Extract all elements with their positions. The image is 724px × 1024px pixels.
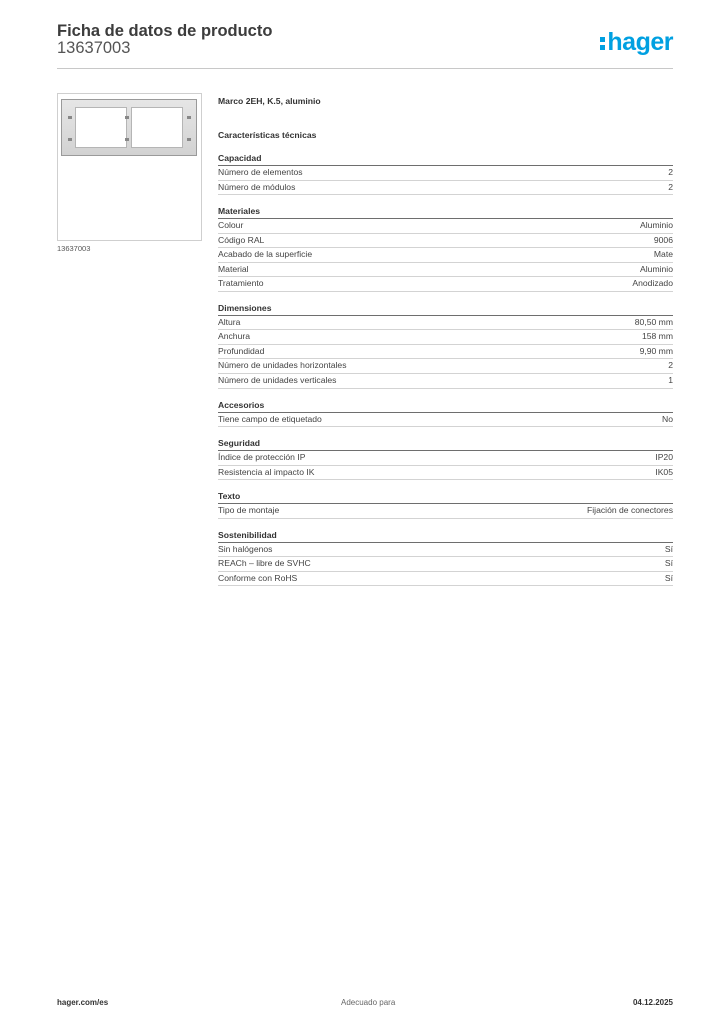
spec-value: No: [662, 413, 673, 424]
screw-mark: [187, 116, 191, 119]
spec-row: [218, 374, 673, 389]
spec-value: 2: [668, 181, 673, 192]
section-title: Materiales: [218, 205, 673, 219]
spec-value: Fijación de conectores: [587, 505, 673, 516]
section-accesorios: [218, 399, 673, 428]
spec-label: Colour: [218, 220, 244, 231]
spec-row: [218, 557, 673, 572]
screw-mark: [125, 116, 129, 119]
section-title: Seguridad: [218, 437, 673, 451]
logo-text: hager: [607, 28, 673, 56]
spec-label: Código RAL: [218, 234, 265, 245]
spec-label: Número de módulos: [218, 181, 296, 192]
spec-content: [218, 95, 673, 586]
spec-label: Número de elementos: [218, 167, 303, 177]
section-sostenibilidad: [218, 529, 673, 587]
spec-value: Sí: [664, 558, 673, 569]
double-frame-picture: [61, 99, 197, 156]
spec-value: 9,90 mm: [639, 345, 673, 356]
spec-value: 2: [668, 167, 673, 177]
screw-mark: [125, 138, 129, 141]
section-capacidad: [218, 152, 673, 195]
spec-value: Sí: [664, 572, 673, 583]
spec-label: REACh – libre de SVHC: [218, 558, 311, 569]
spec-row: [218, 316, 673, 331]
section-texto: [218, 490, 673, 519]
spec-value: 2: [668, 360, 673, 371]
screw-mark: [68, 138, 72, 141]
spec-label: Tratamiento: [218, 278, 264, 289]
spec-row: [218, 166, 673, 181]
spec-label: Anchura: [218, 331, 251, 342]
spec-row: [218, 181, 673, 196]
spec-label: Acabado de la superficie: [218, 249, 313, 260]
section-title: Sostenibilidad: [218, 529, 673, 543]
spec-row: [218, 330, 673, 345]
document-number: 13637003: [57, 39, 131, 57]
spec-value: 158 mm: [641, 331, 673, 342]
spec-row: [218, 248, 673, 263]
section-dimensiones: [218, 302, 673, 389]
header-divider: [57, 68, 673, 69]
spec-value: Anodizado: [632, 278, 673, 289]
frame-opening-left: [75, 107, 127, 148]
spec-label: Conforme con RoHS: [218, 572, 298, 583]
hager-logo: [600, 28, 673, 57]
spec-label: Tipo de montaje: [218, 505, 280, 516]
spec-value: Aluminio: [640, 263, 673, 274]
spec-label: Material: [218, 263, 249, 274]
spec-row: [218, 345, 673, 360]
spec-row: [218, 413, 673, 428]
screw-mark: [68, 116, 72, 119]
footer-date: 04.12.2025: [632, 998, 673, 1007]
spec-label: Altura: [218, 316, 241, 327]
page-footer: [57, 998, 673, 1012]
spec-label: Número de unidades verticales: [218, 375, 337, 386]
footer-center-text: Adecuado para: [341, 998, 396, 1007]
spec-value: Sí: [664, 543, 673, 554]
spec-row: [218, 234, 673, 249]
spec-row: [218, 277, 673, 292]
technical-characteristics-title: Características técnicas: [218, 130, 317, 140]
section-materiales: [218, 205, 673, 292]
spec-value: 80,50 mm: [634, 316, 673, 327]
spec-row: [218, 466, 673, 481]
spec-row: [218, 504, 673, 519]
spec-label: Número de unidades horizontales: [218, 360, 347, 371]
page-header: [57, 20, 673, 70]
spec-row: [218, 543, 673, 558]
spec-label: Profundidad: [218, 345, 265, 356]
section-title: Accesorios: [218, 399, 673, 413]
product-image: [57, 93, 202, 241]
spec-value: Mate: [653, 249, 673, 260]
spec-label: Resistencia al impacto IK: [218, 466, 315, 477]
spec-value: 1: [668, 375, 673, 386]
spec-label: Sin halógenos: [218, 543, 273, 554]
product-name: Marco 2EH, K.5, aluminio: [218, 96, 321, 106]
spec-value: IP20: [655, 452, 673, 463]
spec-value: 9006: [653, 234, 673, 245]
section-seguridad: [218, 437, 673, 480]
spec-label: Índice de protección IP: [218, 452, 306, 463]
logo-dots-icon: [600, 34, 605, 51]
spec-row: [218, 572, 673, 587]
spec-label: Tiene campo de etiquetado: [218, 413, 322, 424]
spec-row: [218, 451, 673, 466]
section-title: Capacidad: [218, 152, 673, 166]
frame-opening-right: [131, 107, 183, 148]
spec-row: [218, 263, 673, 278]
spec-value: IK05: [655, 466, 673, 477]
section-title: Dimensiones: [218, 302, 673, 316]
document-title: Ficha de datos de producto: [57, 22, 273, 40]
section-title: Texto: [218, 490, 673, 504]
spec-row: [218, 219, 673, 234]
image-caption: 13637003: [57, 244, 91, 253]
spec-value: Aluminio: [640, 220, 673, 231]
footer-website-link[interactable]: hager.com/es: [57, 998, 109, 1007]
screw-mark: [187, 138, 191, 141]
spec-row: [218, 359, 673, 374]
